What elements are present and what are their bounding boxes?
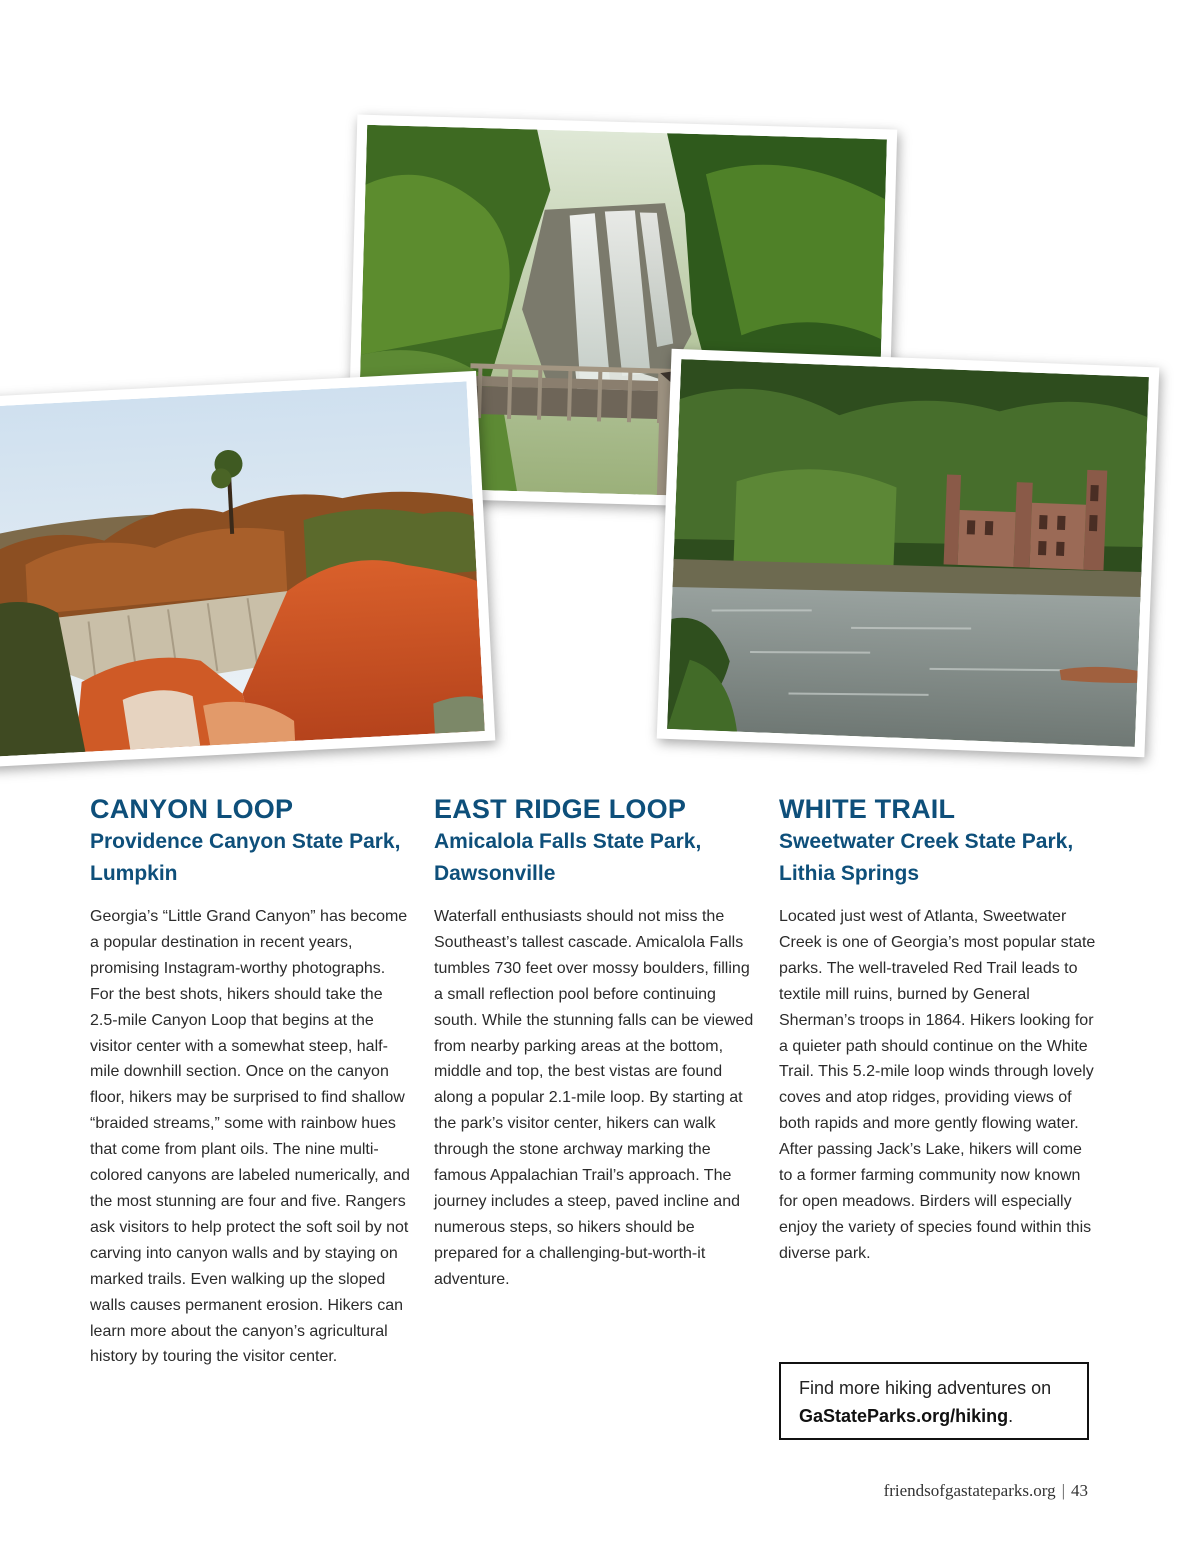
mill-ruins-illustration: [667, 359, 1149, 747]
article-column-east-ridge-loop: [434, 792, 754, 1293]
page-number: 43: [1071, 1481, 1088, 1500]
article-column-canyon-loop: [90, 792, 410, 1370]
trail-title: EAST RIDGE LOOP: [434, 794, 687, 824]
callout-text: Find more hiking adventures on: [799, 1378, 1052, 1398]
mill-ruins-photo: [657, 349, 1160, 757]
trail-title: WHITE TRAIL: [779, 794, 956, 824]
park-subtitle: Sweetwater Creek State Park, Lithia Springs: [779, 830, 1074, 885]
article-body: Located just west of Atlanta, Sweetwater Creek is one of Georgia’s most popular state parks. The well-traveled Red Trail leads to textile mill ruins, burned by General Sherman’s troops in 1864. Hikers looking for a quieter path should continue on the White Trail. This 5.2-mile loop winds through lovely coves and atop ridges, providing views of both rapids and more gently flowing water. After passing Jack’s Lake, hikers will come to a former farming community now known for open meadows. Birders will especially enjoy the variety of species found within this diverse park.: [779, 908, 1096, 1262]
page-footer: [884, 1481, 1088, 1501]
article-body: Waterfall enthusiasts should not miss the Southeast’s tallest cascade. Amicalola Falls tumbles 730 feet over mossy boulders, filling a small reflection pool before continuing south. While the stunning falls can be viewed from nearby parking areas at the bottom, middle and top, the best vistas are found along a popular 2.1-mile loop. By starting at the park’s visitor center, hikers can walk through the stone archway marking the famous Appalachian Trail’s approach. The journey includes a steep, paved incline and numerous steps, so hikers should be prepared for a challenging-but-worth-it adventure.: [434, 908, 754, 1288]
callout-link[interactable]: GaStateParks.org/hiking: [799, 1406, 1009, 1426]
article-body: Georgia’s “Little Grand Canyon” has become a popular destination in recent years, promising Instagram-worthy photographs. For the best shots, hikers should take the 2.5-mile Canyon Loop that begins at the visitor center with a somewhat steep, half-mile downhill section. Once on the canyon floor, hikers may be surprised to find shallow “braided streams,” some with rainbow hues that come from plant oils. The nine multi-colored canyons are labeled numerically, and the most stunning are four and five. Rangers ask visitors to help protect the soft soil by not carving into canyon walls and by staying on marked trails. Even walking up the sloped walls causes permanent erosion. Hikers can learn more about the canyon’s agricultural history by touring the visitor center.: [90, 908, 410, 1366]
hiking-callout-box: [779, 1362, 1089, 1440]
trail-title: CANYON LOOP: [90, 794, 294, 824]
callout-period: .: [1008, 1406, 1014, 1426]
park-subtitle: Amicalola Falls State Park, Dawsonville: [434, 830, 702, 885]
footer-separator: |: [1061, 1481, 1065, 1500]
article-column-white-trail: [779, 792, 1099, 1267]
footer-website: friendsofgastateparks.org: [883, 1481, 1056, 1500]
canyon-photo: [0, 371, 495, 767]
park-subtitle: Providence Canyon State Park, Lumpkin: [90, 830, 401, 885]
canyon-illustration: [0, 381, 485, 756]
